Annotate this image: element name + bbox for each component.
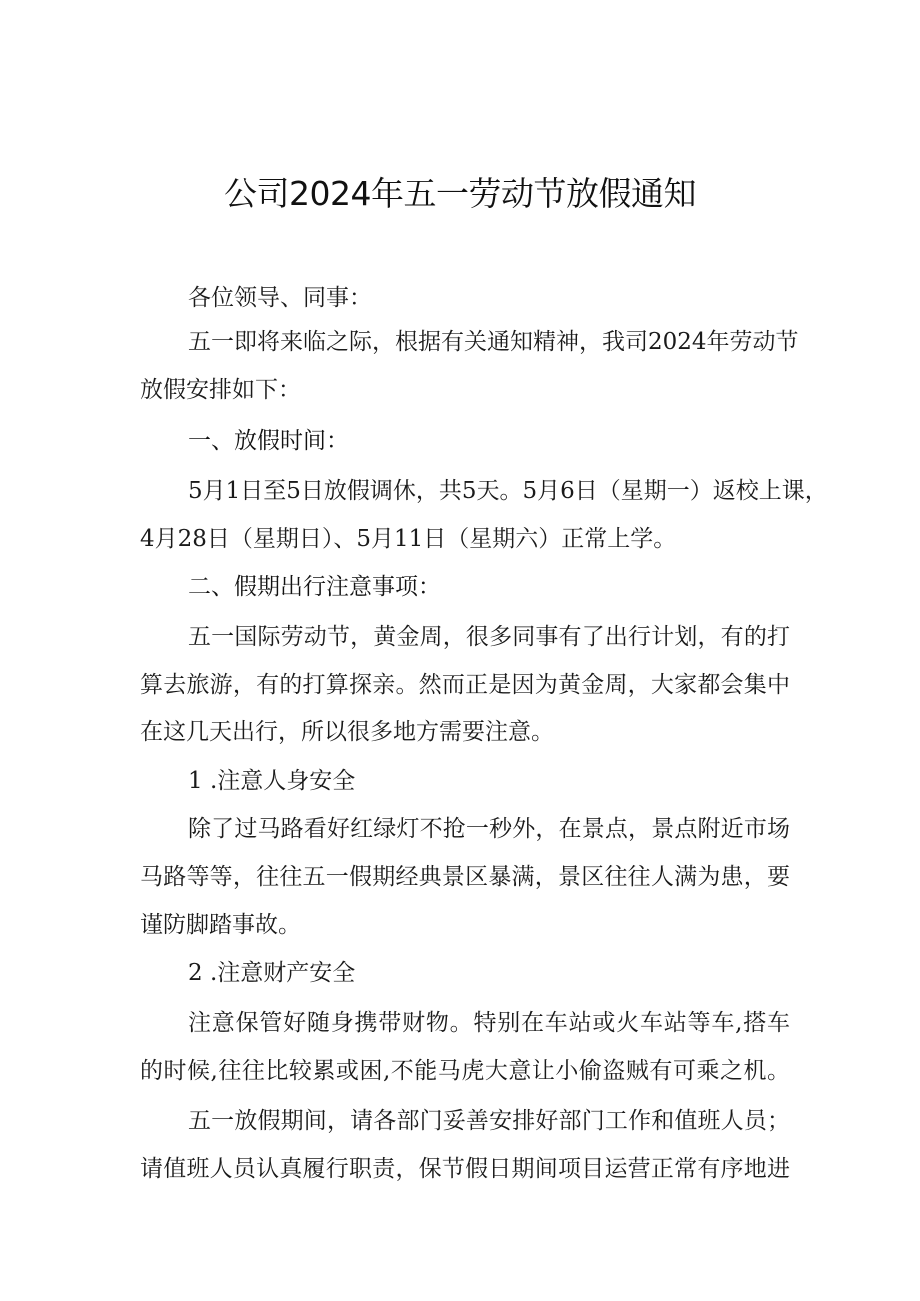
item-1-label: 1 .注意人身安全 [188, 768, 356, 794]
intro-line-2: 放假安排如下： [140, 377, 301, 403]
item-1-line-3: 谨防脚踏事故。 [140, 912, 301, 938]
section-1-heading: 一、放假时间： [188, 428, 349, 454]
section-1-line-2: 4月28日（星期日）、5月11日（星期六）正常上学。 [140, 526, 677, 552]
item-2-line-1: 注意保管好随身携带财物。特别在车站或火车站等车,搭车 [188, 1010, 790, 1036]
closing-line-1: 五一放假期间，请各部门妥善安排好部门工作和值班人员； [188, 1108, 790, 1134]
section-2-heading: 二、假期出行注意事项： [188, 574, 441, 600]
section-2-paragraph-line-1: 五一国际劳动节，黄金周，很多同事有了出行计划，有的打 [188, 624, 790, 650]
greeting: 各位领导、同事： [188, 285, 372, 311]
closing-line-2: 请值班人员认真履行职责，保节假日期间项目运营正常有序地进 [140, 1156, 790, 1182]
intro-line-1: 五一即将来临之际，根据有关通知精神，我司2024年劳动节 [188, 329, 799, 355]
document-title: 公司2024年五一劳动节放假通知 [224, 174, 696, 213]
section-2-paragraph-line-3: 在这几天出行，所以很多地方需要注意。 [140, 719, 554, 745]
item-1-line-1: 除了过马路看好红绿灯不抢一秒外，在景点，景点附近市场 [188, 816, 790, 842]
section-2-paragraph-line-2: 算去旅游，有的打算探亲。然而正是因为黄金周，大家都会集中 [140, 672, 790, 698]
section-1-line-1: 5月1日至5日放假调休，共5天。5月6日（星期一）返校上课， [188, 478, 828, 504]
item-1-line-2: 马路等等，往往五一假期经典景区暴满，景区往往人满为患，要 [140, 864, 790, 890]
item-2-line-2: 的时候,往往比较累或困,不能马虎大意让小偷盗贼有可乘之机。 [140, 1058, 790, 1084]
item-2-label: 2 .注意财产安全 [188, 960, 356, 986]
